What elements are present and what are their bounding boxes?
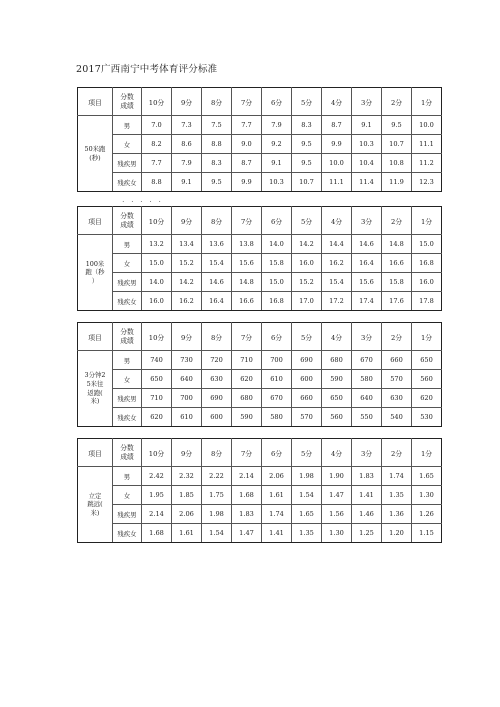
value-cell: 15.4 [202, 254, 232, 273]
header-score-cell: 9分 [172, 323, 202, 351]
value-cell: 16.0 [292, 254, 322, 273]
value-cell: 8.8 [202, 135, 232, 154]
value-cell: 9.9 [232, 173, 262, 192]
value-cell: 9.5 [382, 116, 412, 135]
value-cell: 15.6 [352, 273, 382, 292]
score-table [77, 206, 442, 311]
table-row [78, 408, 442, 427]
value-cell: 1.68 [142, 524, 172, 543]
value-cell: 9.1 [262, 154, 292, 173]
table-row [78, 389, 442, 408]
category-cell: 残疾女 [113, 524, 142, 543]
value-cell: 1.35 [292, 524, 322, 543]
value-cell: 1.85 [172, 486, 202, 505]
value-cell: 13.2 [142, 235, 172, 254]
value-cell: 9.5 [292, 135, 322, 154]
value-cell: 1.65 [412, 467, 442, 486]
category-cell: 残疾女 [113, 173, 142, 192]
header-item-cell: 项目 [78, 439, 113, 467]
header-grade-cell: 分数 成绩 [113, 207, 142, 235]
value-cell: 690 [292, 351, 322, 370]
value-cell: 560 [412, 370, 442, 389]
table-row [78, 524, 442, 543]
score-table [77, 438, 442, 543]
value-cell: 1.65 [292, 505, 322, 524]
table-row [78, 135, 442, 154]
header-score-cell: 10分 [142, 439, 172, 467]
value-cell: 610 [172, 408, 202, 427]
value-cell: 7.0 [142, 116, 172, 135]
value-cell: 16.6 [382, 254, 412, 273]
value-cell: 1.61 [172, 524, 202, 543]
value-cell: 1.47 [322, 486, 352, 505]
value-cell: 9.1 [172, 173, 202, 192]
table-row [78, 486, 442, 505]
value-cell: 2.06 [172, 505, 202, 524]
value-cell: 13.4 [172, 235, 202, 254]
value-cell: 12.3 [412, 173, 442, 192]
value-cell: 620 [232, 370, 262, 389]
value-cell: 550 [352, 408, 382, 427]
header-item-cell: 项目 [78, 207, 113, 235]
value-cell: 13.6 [202, 235, 232, 254]
value-cell: 15.8 [382, 273, 412, 292]
value-cell: 720 [202, 351, 232, 370]
value-cell: 2.32 [172, 467, 202, 486]
value-cell: 1.41 [352, 486, 382, 505]
value-cell: 7.9 [262, 116, 292, 135]
value-cell: 16.8 [262, 292, 292, 311]
value-cell: 600 [292, 370, 322, 389]
category-cell: 残疾男 [113, 154, 142, 173]
value-cell: 14.8 [232, 273, 262, 292]
value-cell: 16.0 [412, 273, 442, 292]
value-cell: 17.2 [322, 292, 352, 311]
value-cell: 11.1 [322, 173, 352, 192]
value-cell: 620 [142, 408, 172, 427]
value-cell: 1.20 [382, 524, 412, 543]
table-row [78, 254, 442, 273]
header-score-cell: 5分 [292, 207, 322, 235]
header-score-cell: 5分 [292, 88, 322, 116]
value-cell: 1.83 [232, 505, 262, 524]
value-cell: 590 [322, 370, 352, 389]
header-score-cell: 2分 [382, 323, 412, 351]
value-cell: 16.2 [322, 254, 352, 273]
value-cell: 8.3 [202, 154, 232, 173]
value-cell: 9.2 [262, 135, 292, 154]
value-cell: 15.0 [262, 273, 292, 292]
table-row [78, 351, 442, 370]
category-cell: 女 [113, 486, 142, 505]
value-cell: 10.7 [382, 135, 412, 154]
separator-dots: . . . . . [122, 195, 163, 204]
value-cell: 11.4 [352, 173, 382, 192]
header-score-cell: 9分 [172, 88, 202, 116]
category-cell: 男 [113, 351, 142, 370]
header-score-cell: 5分 [292, 439, 322, 467]
header-score-cell: 7分 [232, 439, 262, 467]
value-cell: 1.98 [202, 505, 232, 524]
value-cell: 7.9 [172, 154, 202, 173]
event-name-cell: 立定 跳远( 米) [78, 467, 113, 543]
value-cell: 670 [262, 389, 292, 408]
value-cell: 600 [202, 408, 232, 427]
category-cell: 残疾男 [113, 273, 142, 292]
header-score-cell: 8分 [202, 439, 232, 467]
table-row [78, 467, 442, 486]
value-cell: 1.30 [412, 486, 442, 505]
value-cell: 8.6 [172, 135, 202, 154]
value-cell: 1.83 [352, 467, 382, 486]
header-score-cell: 3分 [352, 88, 382, 116]
table-row [78, 116, 442, 135]
value-cell: 7.3 [172, 116, 202, 135]
value-cell: 700 [262, 351, 292, 370]
value-cell: 570 [292, 408, 322, 427]
value-cell: 680 [322, 351, 352, 370]
score-table [77, 87, 442, 192]
value-cell: 16.2 [172, 292, 202, 311]
header-score-cell: 8分 [202, 323, 232, 351]
header-score-cell: 7分 [232, 207, 262, 235]
value-cell: 10.7 [292, 173, 322, 192]
header-grade-cell: 分数 成绩 [113, 323, 142, 351]
value-cell: 580 [262, 408, 292, 427]
category-cell: 男 [113, 467, 142, 486]
value-cell: 8.7 [322, 116, 352, 135]
header-score-cell: 10分 [142, 207, 172, 235]
value-cell: 17.0 [292, 292, 322, 311]
value-cell: 7.7 [232, 116, 262, 135]
value-cell: 14.2 [292, 235, 322, 254]
category-cell: 女 [113, 254, 142, 273]
value-cell: 8.2 [142, 135, 172, 154]
value-cell: 640 [352, 389, 382, 408]
value-cell: 1.61 [262, 486, 292, 505]
value-cell: 9.0 [232, 135, 262, 154]
value-cell: 580 [352, 370, 382, 389]
header-score-cell: 6分 [262, 323, 292, 351]
value-cell: 9.5 [202, 173, 232, 192]
header-score-cell: 5分 [292, 323, 322, 351]
header-item-cell: 项目 [78, 323, 113, 351]
table-row [78, 173, 442, 192]
value-cell: 10.4 [352, 154, 382, 173]
value-cell: 17.8 [412, 292, 442, 311]
value-cell: 15.2 [172, 254, 202, 273]
header-score-cell: 2分 [382, 88, 412, 116]
value-cell: 630 [202, 370, 232, 389]
category-cell: 女 [113, 135, 142, 154]
value-cell: 2.14 [232, 467, 262, 486]
header-score-cell: 6分 [262, 88, 292, 116]
category-cell: 残疾男 [113, 389, 142, 408]
header-score-cell: 2分 [382, 439, 412, 467]
header-score-cell: 7分 [232, 88, 262, 116]
document-title: 2017广西南宁中考体育评分标准 [76, 64, 218, 75]
value-cell: 2.14 [142, 505, 172, 524]
header-score-cell: 10分 [142, 323, 172, 351]
header-grade-cell: 分数 成绩 [113, 439, 142, 467]
value-cell: 16.0 [142, 292, 172, 311]
value-cell: 1.15 [412, 524, 442, 543]
value-cell: 1.68 [232, 486, 262, 505]
table-row [78, 292, 442, 311]
value-cell: 700 [172, 389, 202, 408]
score-table [77, 322, 442, 427]
value-cell: 560 [322, 408, 352, 427]
value-cell: 690 [202, 389, 232, 408]
value-cell: 7.7 [142, 154, 172, 173]
value-cell: 1.54 [292, 486, 322, 505]
value-cell: 610 [262, 370, 292, 389]
category-cell: 男 [113, 116, 142, 135]
value-cell: 8.8 [142, 173, 172, 192]
header-score-cell: 1分 [412, 323, 442, 351]
value-cell: 16.8 [412, 254, 442, 273]
value-cell: 1.26 [412, 505, 442, 524]
value-cell: 14.0 [142, 273, 172, 292]
value-cell: 1.75 [202, 486, 232, 505]
value-cell: 17.4 [352, 292, 382, 311]
value-cell: 8.7 [232, 154, 262, 173]
category-cell: 男 [113, 235, 142, 254]
value-cell: 8.3 [292, 116, 322, 135]
category-cell: 女 [113, 370, 142, 389]
value-cell: 16.4 [352, 254, 382, 273]
value-cell: 1.30 [322, 524, 352, 543]
value-cell: 10.0 [412, 116, 442, 135]
value-cell: 1.41 [262, 524, 292, 543]
table-row [78, 370, 442, 389]
value-cell: 1.46 [352, 505, 382, 524]
category-cell: 残疾女 [113, 292, 142, 311]
value-cell: 7.5 [202, 116, 232, 135]
header-score-cell: 9分 [172, 439, 202, 467]
value-cell: 730 [172, 351, 202, 370]
value-cell: 10.0 [322, 154, 352, 173]
value-cell: 660 [382, 351, 412, 370]
value-cell: 1.98 [292, 467, 322, 486]
value-cell: 570 [382, 370, 412, 389]
value-cell: 540 [382, 408, 412, 427]
value-cell: 17.6 [382, 292, 412, 311]
header-score-cell: 1分 [412, 439, 442, 467]
value-cell: 14.8 [382, 235, 412, 254]
value-cell: 1.35 [382, 486, 412, 505]
value-cell: 15.2 [292, 273, 322, 292]
event-name-cell: 100米 跑（秒 ） [78, 235, 113, 311]
value-cell: 1.56 [322, 505, 352, 524]
header-score-cell: 6分 [262, 207, 292, 235]
value-cell: 15.6 [232, 254, 262, 273]
value-cell: 14.6 [352, 235, 382, 254]
header-score-cell: 6分 [262, 439, 292, 467]
header-score-cell: 4分 [322, 439, 352, 467]
value-cell: 1.54 [202, 524, 232, 543]
value-cell: 1.36 [382, 505, 412, 524]
value-cell: 710 [232, 351, 262, 370]
header-score-cell: 4分 [322, 88, 352, 116]
header-score-cell: 10分 [142, 88, 172, 116]
value-cell: 1.25 [352, 524, 382, 543]
event-name-cell: 50米跑 (秒) [78, 116, 113, 192]
value-cell: 670 [352, 351, 382, 370]
value-cell: 2.22 [202, 467, 232, 486]
category-cell: 残疾女 [113, 408, 142, 427]
value-cell: 650 [322, 389, 352, 408]
header-score-cell: 1分 [412, 207, 442, 235]
value-cell: 10.3 [352, 135, 382, 154]
table-row [78, 154, 442, 173]
value-cell: 2.42 [142, 467, 172, 486]
header-score-cell: 4分 [322, 323, 352, 351]
value-cell: 13.8 [232, 235, 262, 254]
value-cell: 590 [232, 408, 262, 427]
value-cell: 9.9 [322, 135, 352, 154]
value-cell: 10.3 [262, 173, 292, 192]
value-cell: 14.6 [202, 273, 232, 292]
header-score-cell: 8分 [202, 88, 232, 116]
value-cell: 1.95 [142, 486, 172, 505]
value-cell: 15.0 [412, 235, 442, 254]
value-cell: 14.4 [322, 235, 352, 254]
value-cell: 9.5 [292, 154, 322, 173]
header-score-cell: 3分 [352, 207, 382, 235]
value-cell: 16.4 [202, 292, 232, 311]
value-cell: 11.9 [382, 173, 412, 192]
value-cell: 2.06 [262, 467, 292, 486]
header-score-cell: 3分 [352, 323, 382, 351]
value-cell: 11.2 [412, 154, 442, 173]
value-cell: 640 [172, 370, 202, 389]
header-grade-cell: 分数 成绩 [113, 88, 142, 116]
value-cell: 1.74 [262, 505, 292, 524]
value-cell: 660 [292, 389, 322, 408]
header-score-cell: 3分 [352, 439, 382, 467]
value-cell: 9.1 [352, 116, 382, 135]
value-cell: 680 [232, 389, 262, 408]
value-cell: 1.90 [322, 467, 352, 486]
header-score-cell: 4分 [322, 207, 352, 235]
value-cell: 740 [142, 351, 172, 370]
header-score-cell: 1分 [412, 88, 442, 116]
value-cell: 630 [382, 389, 412, 408]
table-row [78, 273, 442, 292]
table-row [78, 235, 442, 254]
value-cell: 15.4 [322, 273, 352, 292]
header-item-cell: 项目 [78, 88, 113, 116]
value-cell: 620 [412, 389, 442, 408]
header-score-cell: 7分 [232, 323, 262, 351]
value-cell: 650 [412, 351, 442, 370]
header-score-cell: 8分 [202, 207, 232, 235]
value-cell: 14.2 [172, 273, 202, 292]
value-cell: 14.0 [262, 235, 292, 254]
value-cell: 10.8 [382, 154, 412, 173]
event-name-cell: 3分钟2 5米往 返跑( 米) [78, 351, 113, 427]
value-cell: 11.1 [412, 135, 442, 154]
table-row [78, 505, 442, 524]
value-cell: 530 [412, 408, 442, 427]
value-cell: 15.8 [262, 254, 292, 273]
category-cell: 残疾男 [113, 505, 142, 524]
value-cell: 1.47 [232, 524, 262, 543]
header-score-cell: 2分 [382, 207, 412, 235]
value-cell: 15.0 [142, 254, 172, 273]
value-cell: 1.74 [382, 467, 412, 486]
value-cell: 16.6 [232, 292, 262, 311]
value-cell: 650 [142, 370, 172, 389]
header-score-cell: 9分 [172, 207, 202, 235]
value-cell: 710 [142, 389, 172, 408]
